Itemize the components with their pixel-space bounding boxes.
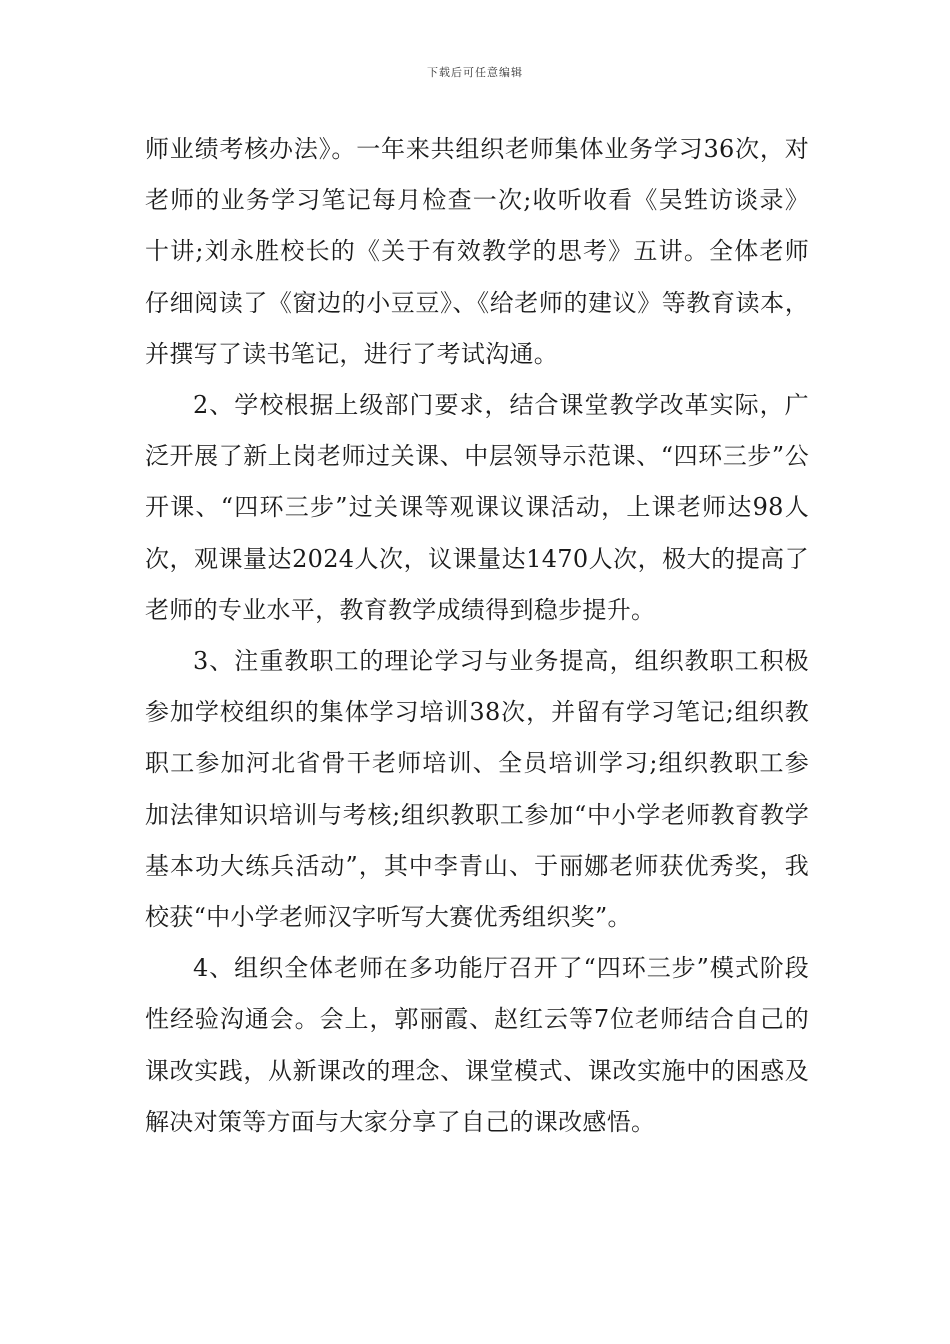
paragraph-item-3: 3、注重教职工的理论学习与业务提高，组织教职工积极参加学校组织的集体学习培训38次，并留有学习笔记;组织教职工参加河北省骨干老师培训、全员培训学习;组织教职工参加法律知识培训与考核;组织教职工参加“中小学老师教育教学基本功大练兵活动”，其中李青山、于丽娜老师获优秀奖，我校获“中小学老师汉字听写大赛优秀组织奖”。 [145,647,809,932]
paragraph-continuation: 师业绩考核办法》。一年来共组织老师集体业务学习36次，对老师的业务学习笔记每月检查一次;收听收看《吴甡访谈录》十讲;刘永胜校长的《关于有效教学的思考》五讲。全体老师仔细阅读了《窗边的小豆豆》、《给老师的建议》等教育读本，并撰写了读书笔记，进行了考试沟通。 [145,135,809,368]
paragraph-item-2: 2、学校根据上级部门要求，结合课堂教学改革实际，广泛开展了新上岗老师过关课、中层领导示范课、“四环三步”公开课、“四环三步”过关课等观课议课活动，上课老师达98人次，观课量达2024人次，议课量达1470人次，极大的提高了老师的专业水平，教育教学成绩得到稳步提升。 [145,391,809,624]
paragraph-item-4: 4、组织全体老师在多功能厅召开了“四环三步”模式阶段性经验沟通会。会上，郭丽霞、赵红云等7位老师结合自己的课改实践，从新课改的理念、课堂模式、课改实施中的困惑及解决对策等方面与大家分享了自己的课改感悟。 [145,954,809,1136]
header-note: 下载后可任意编辑 [427,66,523,79]
document-body [145,124,809,1148]
